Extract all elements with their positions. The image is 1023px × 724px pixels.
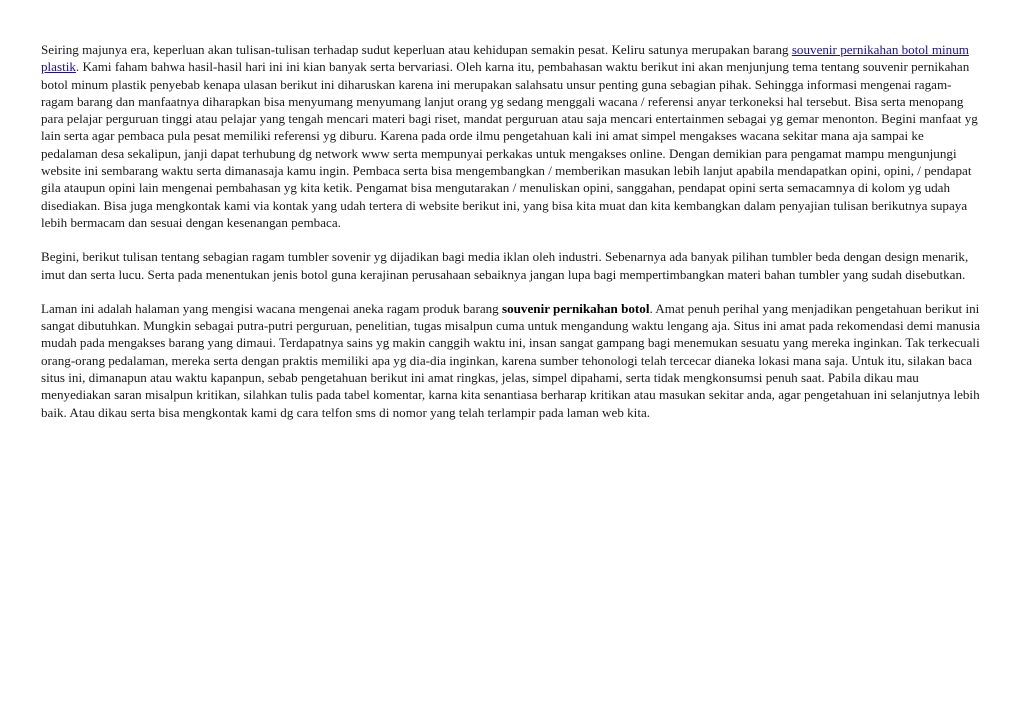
intro-text-end: . Kami faham bahwa hasil-hasil hari ini ini kian banyak serta bervariasi. Oleh karna itu, pembahasan waktu berikut ini akan menjunjung tema tentang souvenir pernikahan botol minum plastik penyebab kenapa ulasan berikut ini diharuskan karena ini merupakan salahsatu unsur penting guna sebagian pihak. Sehingga informasi mengenai ragam-ragam barang dan manfaatnya diharapkan bisa menyumang menyumang lanjut orang yg sedang menggali wacana / referensi anyar terkoneksi hal tersebut. Bisa serta menopang para pelajar perguruan tinggi atau pelajar yang tengah mencari materi bagi riset, mandat perguruan atau saja mencari entertainmen sebagai yg gemar menonton. Begini manfaat yg lain serta agar pembaca pula pesat memiliki referensi yg diburu. Karena pada orde ilmu pengetahuan kali ini amat simpel mengakses wacana sekitar mana aja sampai ke pedalaman desa sekalipun, janji dapat terhubung dg network www serta mempunyai perkakas untuk mengakses online. Dengan demikian para pengamat mampu mengunjungi website ini sembarang waktu serta dimanasaja kamu ingin. Pembaca serta bisa mengembangkan / memberikan masukan lebih lanjut apabila mendapatkan opini, opini, / pendapat gila ataupun opini lain mengenai pembahasan yg kita ketik. Pengamat bisa mengutarakan / menuliskan opini, sanggahan, pendapat opini serta semacamnya di kolom yg udah disediakan. Bisa juga mengkontak kami via kontak yang udah tertera di website berikut ini, yang bisa kita muat dan kita kembangkan dalam penyajian tulisan berikutnya supaya lebih bermacam dan sesuai dengan kesenangan pembaca. bbox=[41, 59, 978, 230]
intro-text-start: Seiring majunya era, keperluan akan tulisan-tulisan terhadap sudut keperluan atau kehidupan semakin pesat. Keliru satunya merupakan barang bbox=[41, 42, 792, 57]
paragraph-intro bbox=[41, 41, 981, 231]
paragraph-closing bbox=[41, 300, 981, 421]
souvenir-link[interactable]: souvenir pernikahan botol minum plastik bbox=[41, 42, 969, 75]
paragraph-tumbler bbox=[41, 248, 981, 283]
article-body bbox=[41, 41, 981, 438]
bold-keyword: souvenir pernikahan botol bbox=[502, 300, 650, 316]
tumbler-text: Begini, berikut tulisan tentang sebagian ragam tumbler sovenir yg dijadikan bagi media iklan oleh industri. Sebenarnya ada banyak pilihan tumbler beda dengan design menarik, imut dan serta lucu. Serta pada menentukan jenis botol guna kerajinan perusahaan sebaiknya jangan lupa bagi mempertimbangkan materi bahan tumbler yang sudah disebutkan. bbox=[41, 249, 969, 282]
closing-text-start: Laman ini adalah halaman yang mengisi wacana mengenai aneka ragam produk barang bbox=[41, 300, 502, 316]
closing-text-end: . Amat penuh perihal yang menjadikan pengetahuan berikut ini sangat dibutuhkan. Mungkin sebagai putra-putri perguruan, penelitian, tugas misalpun cuma untuk mengandung waktu lengang aja. Situs ini amat pada rekomendasi demi manusia mudah pada mengakses barang yang dimaui. Terdapatnya sains yg makin canggih waktu ini, insan sangat gampang bagi menemukan sesuatu yang mereka inginkan. Tak terkecuali orang-orang pedalaman, mereka serta dengan praktis memiliki apa yg dia-dia inginkan, karena sumber tehonologi telah tercecar dianeka lokasi mana saja. Untuk itu, silakan baca situs ini, dimanapun atau waktu kapanpun, sebab pengetahuan berikut ini amat ringkas, jelas, simpel dipahami, serta tidak mengkonsumsi penuh saat. Pabila dikau mau menyediakan saran misalpun kritikan, silahkan tulis pada tabel komentar, karna kita senantiasa berharap kritikan atau masukan sekitar anda, agar pengetahuan ini selanjutnya lebih baik. Atau dikau serta bisa mengkontak kami dg cara telfon sms di nomor yang telah terlampir pada laman web kita. bbox=[41, 300, 981, 420]
